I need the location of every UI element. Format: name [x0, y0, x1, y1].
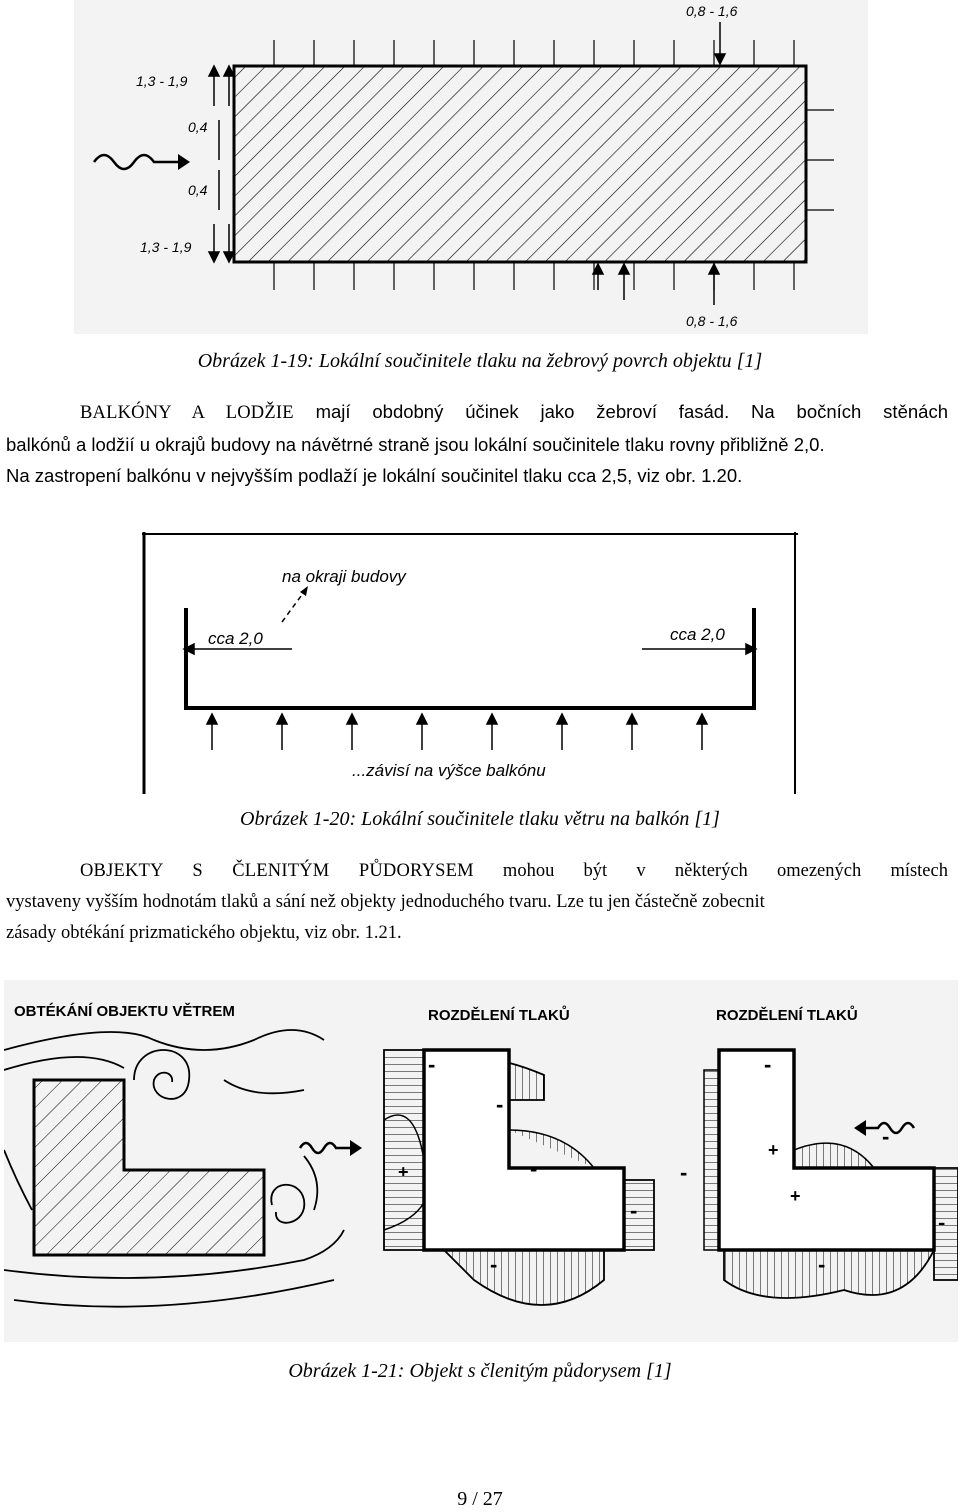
balconies-heading: BALKÓNY A LODŽIE: [80, 403, 294, 423]
label-cca-right: cca 2,0: [670, 625, 725, 644]
minus-sign: -: [530, 1156, 538, 1181]
minus-sign: -: [630, 1198, 638, 1223]
figure-1-19: [74, 0, 868, 334]
minus-sign: -: [490, 1252, 498, 1277]
para1-line2: balkónů a lodžií u okrajů budovy na návětrné straně jsou lokální součinitele tlaku rovny přibližně 2,0.: [6, 434, 825, 455]
label-left-bottom: 1,3 - 1,9: [140, 239, 192, 255]
pressure-title-2: ROZDĚLENÍ TLAKŮ: [716, 1007, 858, 1024]
figure-1-20-caption: Obrázek 1-20: Lokální součinitele tlaku větru na balkón [1]: [240, 808, 720, 830]
minus-sign: -: [818, 1252, 826, 1277]
label-top-right: 0,8 - 1,6: [686, 3, 738, 19]
plus-sign: +: [790, 1186, 801, 1206]
minus-sign: -: [882, 1124, 890, 1149]
page-number: 9 / 27: [457, 1488, 503, 1510]
label-left-mid2: 0,4: [188, 182, 208, 198]
minus-sign: -: [496, 1092, 504, 1117]
minus-sign: -: [764, 1052, 772, 1077]
label-cca-left: cca 2,0: [208, 629, 263, 648]
paragraph-balconies: [6, 396, 948, 491]
para1-line1: mají obdobný účinek jako žebroví fasád. Na bočních stěnách: [293, 401, 948, 422]
minus-sign: -: [680, 1160, 688, 1185]
plus-sign: +: [768, 1140, 779, 1160]
para1-line3: Na zastropení balkónu v nejvyšším podlaží je lokální součinitel tlaku cca 2,5, viz obr. 1.20.: [6, 465, 743, 486]
paragraph-complex-plan: [6, 856, 948, 949]
para2-line2: vystaveny vyšším hodnotám tlaků a sání než objekty jednoduchého tvaru. Lze tu jen částečně zobecnit: [6, 892, 765, 912]
label-bottom-right: 0,8 - 1,6: [686, 313, 738, 329]
figure-1-20: [142, 532, 798, 794]
label-depends-height: ...závisí na výšce balkónu: [352, 761, 546, 780]
figure-1-21: [4, 980, 958, 1342]
flow-title: OBTÉKÁNÍ OBJEKTU VĚTREM: [14, 1003, 235, 1020]
label-left-mid1: 0,4: [188, 119, 208, 135]
ribbed-building: [234, 66, 806, 262]
minus-sign: -: [428, 1052, 436, 1077]
plus-sign: +: [398, 1162, 409, 1182]
complex-plan-heading: OBJEKTY S ČLENITÝM PŮDORYSEM: [80, 861, 474, 881]
minus-sign: -: [938, 1210, 946, 1235]
pressure-title-1: ROZDĚLENÍ TLAKŮ: [428, 1007, 570, 1024]
figure-1-19-caption: Obrázek 1-19: Lokální součinitele tlaku na žebrový povrch objektu [1]: [197, 350, 763, 372]
para2-line3: zásady obtékání prizmatického objektu, viz obr. 1.21.: [6, 923, 402, 943]
figure-1-21-caption: Obrázek 1-21: Objekt s členitým půdorysem [1]: [288, 1360, 672, 1382]
para2-line1: mohou být v některých omezených místech: [473, 861, 948, 881]
label-left-top: 1,3 - 1,9: [136, 73, 188, 89]
label-edge: na okraji budovy: [282, 567, 406, 586]
